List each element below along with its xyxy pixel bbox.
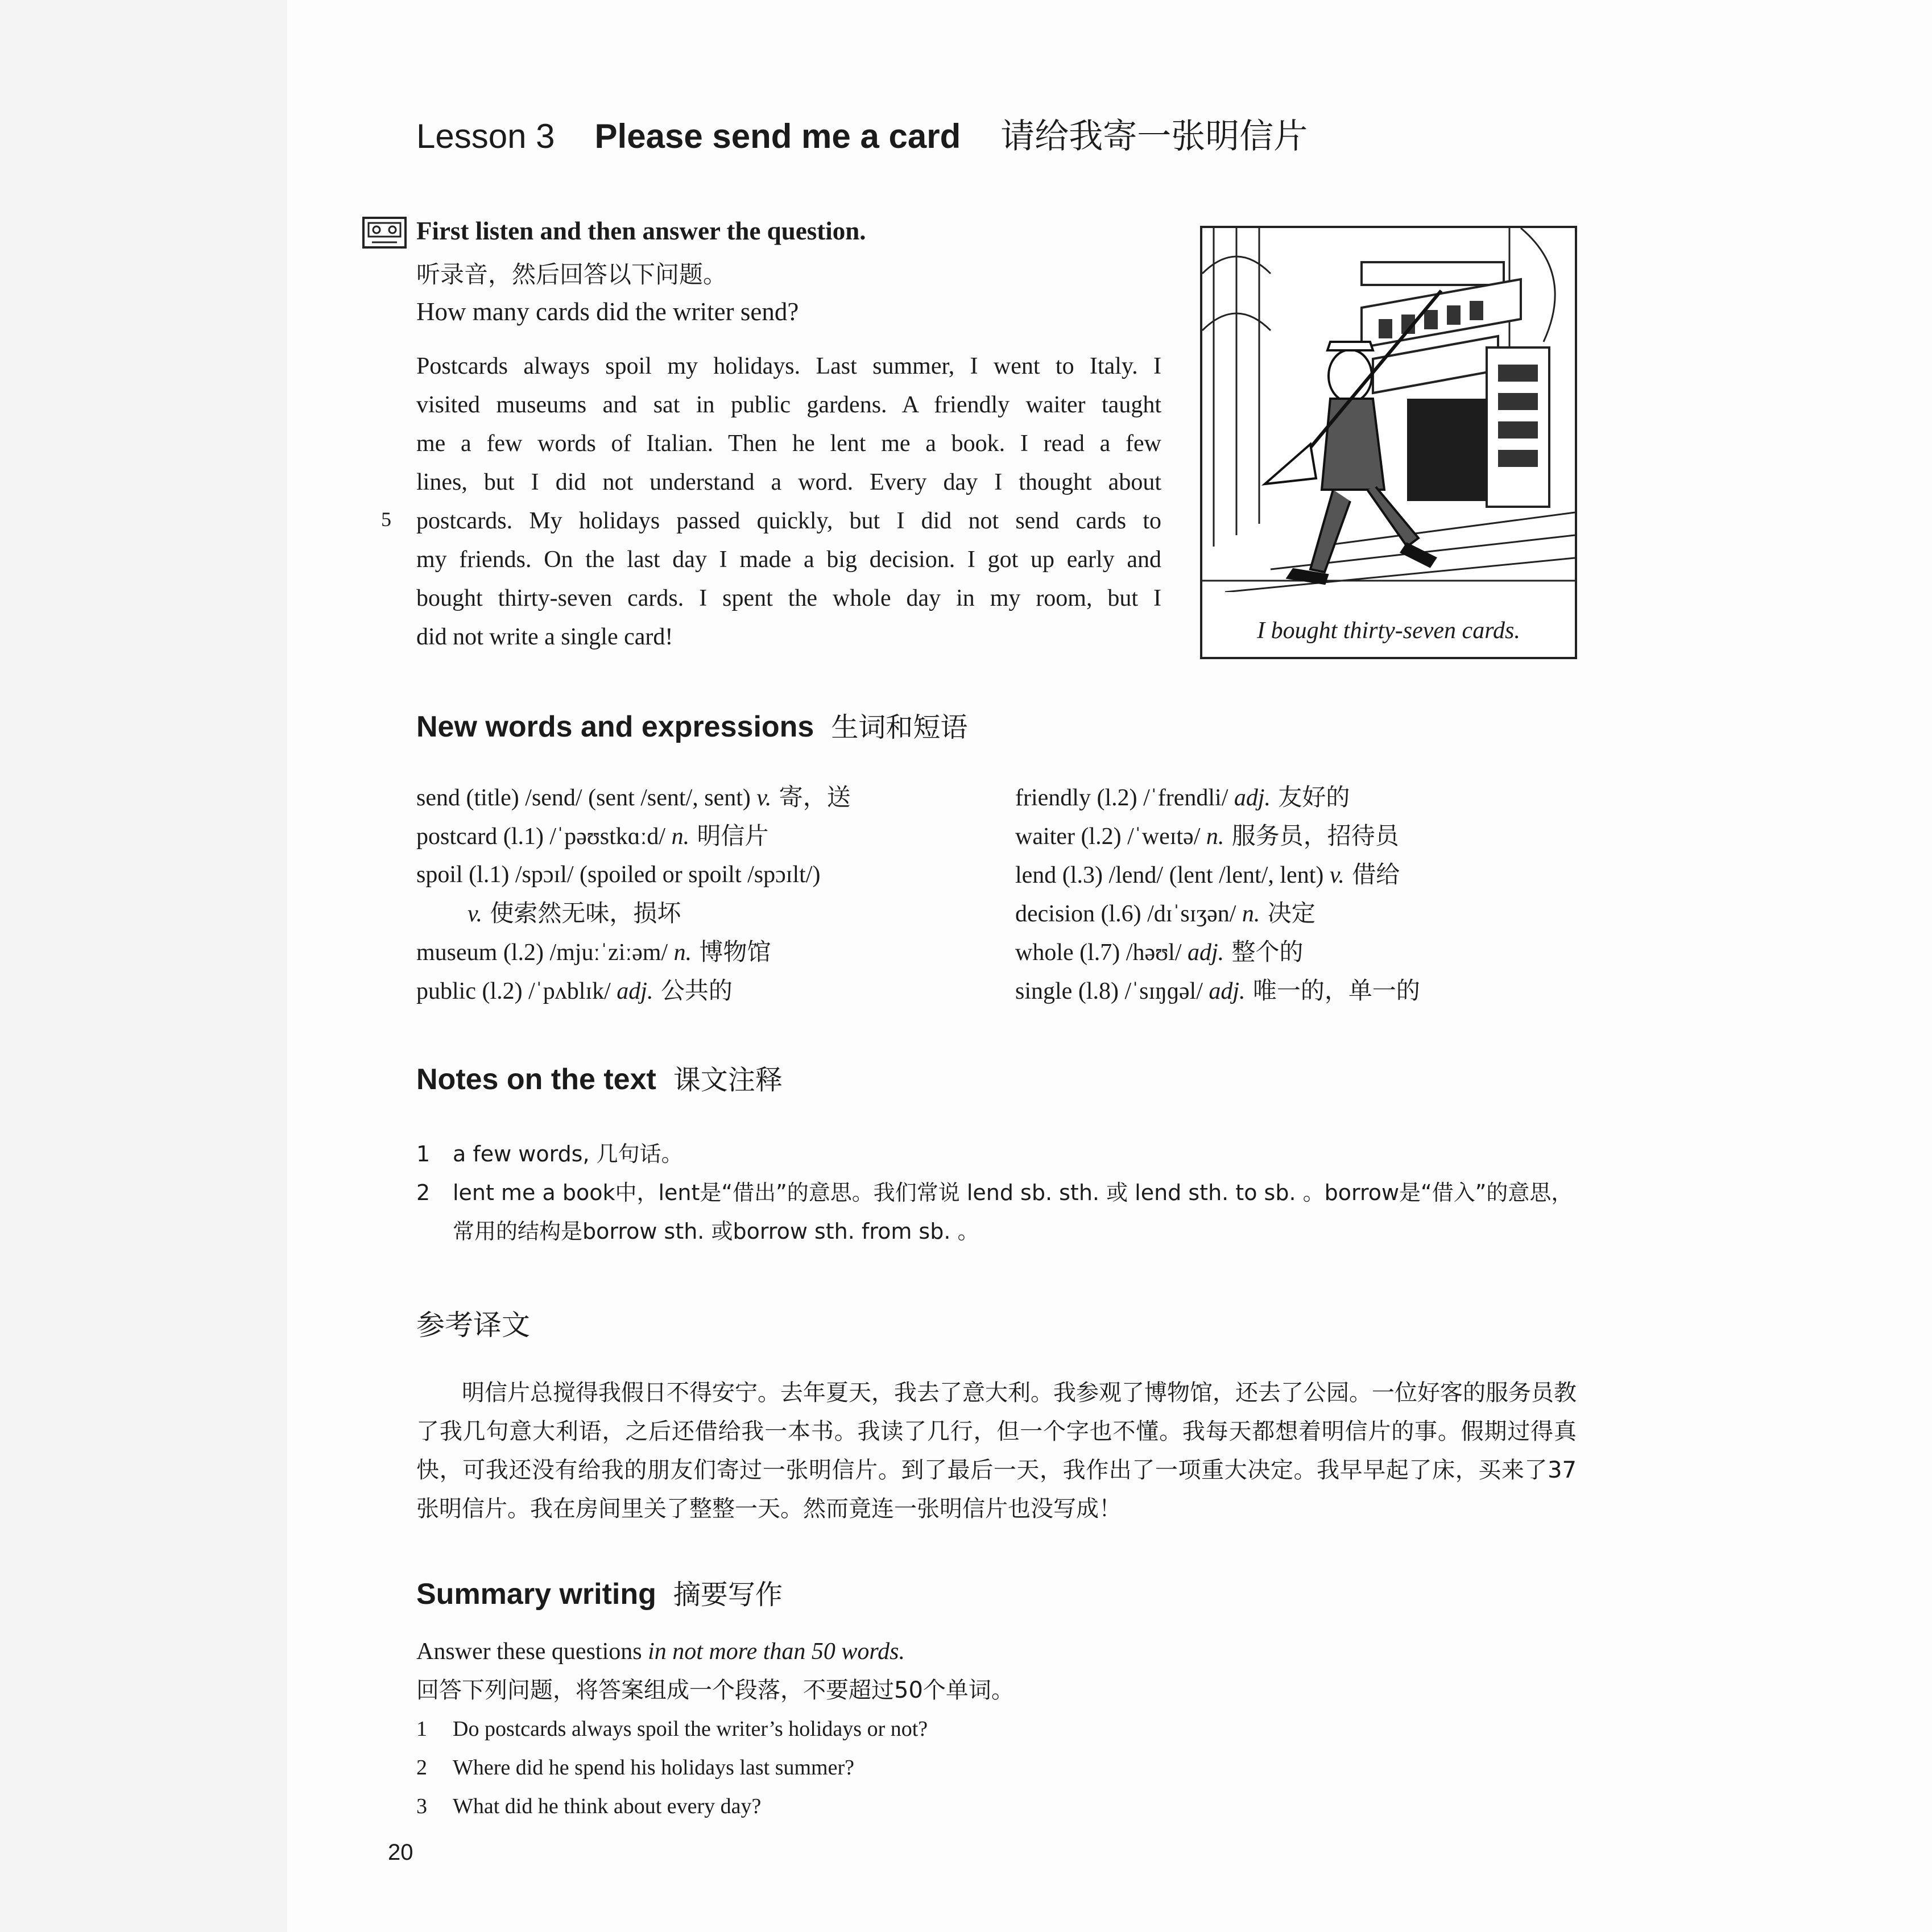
vocab-meaning: 借给 <box>1344 860 1400 888</box>
vocab-meaning: 博物馆 <box>692 938 771 966</box>
summary-heading-zh: 摘要写作 <box>673 1579 783 1611</box>
vocab-pos: n. <box>1206 824 1224 850</box>
lesson-number: Lesson 3 <box>416 117 555 155</box>
illustration-caption: I bought thirty-seven cards. <box>1257 618 1520 644</box>
notes-heading-en: Notes on the text <box>416 1063 656 1096</box>
vocab-meaning: 唯一的，单一的 <box>1245 977 1420 1004</box>
cartoon-drawing <box>1202 228 1575 657</box>
summary-question <box>416 1748 1014 1787</box>
summary-question <box>416 1787 1014 1826</box>
question-number: 2 <box>416 1756 427 1780</box>
question-number: 1 <box>416 1717 427 1741</box>
vocab-meaning: 决定 <box>1260 899 1315 927</box>
vocab-entry <box>1015 894 1420 933</box>
vocab-meaning: 明信片 <box>689 822 769 850</box>
summary-instruction-plain: Answer these questions <box>416 1639 648 1665</box>
translation-heading: 参考译文 <box>416 1309 530 1342</box>
passage-line: postcards. My holidays passed quickly, but I did not send cards to <box>416 508 1161 534</box>
vocab-meaning: 友好的 <box>1271 783 1350 811</box>
note-item <box>416 1135 1577 1173</box>
vocab-pos: adj. <box>1209 978 1246 1004</box>
vocab-pos: n. <box>673 940 692 966</box>
vocab-word: postcard (l.1) /ˈpəʊstkɑːd/ <box>416 824 672 850</box>
page-number: 20 <box>388 1840 413 1865</box>
note-text: lent me a book中，lent是“借出”的意思。我们常说 lend sb. sth. 或 lend sth. to sb. 。borrow是“借入”的意思，常用的结构是borrow sth. 或borrow sth. from sb. 。 <box>453 1180 1573 1244</box>
intro-instruction-en: First listen and then answer the question. <box>416 217 866 245</box>
vocab-word: single (l.8) /ˈsɪŋɡəl/ <box>1015 978 1209 1004</box>
vocab-heading-en: New words and expressions <box>416 710 814 743</box>
intro-instruction-zh: 听录音，然后回答以下问题。 <box>416 260 727 288</box>
notes-heading <box>416 1058 783 1097</box>
vocab-meaning: 公共的 <box>653 977 733 1004</box>
passage <box>416 347 1161 656</box>
summary-heading <box>416 1573 783 1612</box>
vocab-heading-zh: 生词和短语 <box>831 711 968 743</box>
note-number: 1 <box>416 1141 431 1166</box>
intro-question: How many cards did the writer send? <box>416 297 799 326</box>
vocab-pos: n. <box>1242 901 1260 927</box>
notes-heading-zh: 课文注释 <box>673 1064 783 1096</box>
vocab-entry <box>1015 971 1420 1010</box>
note-item <box>416 1173 1577 1251</box>
vocab-word: museum (l.2) /mjuːˈziːəm/ <box>416 940 674 966</box>
vocab-entry <box>1015 778 1420 817</box>
translation-paragraph: 明信片总搅得我假日不得安宁。去年夏天，我去了意大利。我参观了博物馆，还去了公园。一位好客的服务员教了我几句意大利语，之后还借给我一本书。我读了几行，但一个字也不懂。我每天都想着明信片的事。假期过得真快，可我还没有给我的朋友们寄过一张明信片。到了最后一天，我作出了一项重大决定。我早早起了床，买来了37张明信片。我在房间里关了整整一天。然而竟连一张明信片也没写成！ <box>416 1380 1577 1522</box>
summary-heading-en: Summary writing <box>416 1578 656 1611</box>
lesson-title-zh: 请给我寄一张明信片 <box>1000 117 1308 156</box>
passage-line: did not write a single card! <box>416 624 673 650</box>
question-text: What did he think about every day? <box>453 1794 762 1818</box>
vocab-pos: adj. <box>1234 785 1271 811</box>
vocab-meaning: 使索然无味，损坏 <box>482 899 681 927</box>
translation-text <box>416 1374 1577 1528</box>
passage-line: my friends. On the last day I made a big decision. I got up early and <box>416 547 1161 573</box>
vocab-word: friendly (l.2) /ˈfrendli/ <box>1015 785 1234 811</box>
vocab-entry-continued <box>416 894 851 933</box>
vocab-pos: v. <box>756 785 772 811</box>
vocab-word: waiter (l.2) /ˈweɪtə/ <box>1015 824 1206 850</box>
summary-instruction-zh: 回答下列问题，将答案组成一个段落，不要超过50个单词。 <box>416 1677 1014 1703</box>
vocab-pos: adj. <box>1187 940 1224 966</box>
vocab-entry <box>416 971 851 1010</box>
vocab-meaning: 寄，送 <box>771 783 851 811</box>
summary-instruction-italic: in not more than 50 words. <box>648 1639 905 1665</box>
vocab-entry <box>416 855 851 894</box>
vocab-entry <box>1015 855 1420 894</box>
vocab-entry <box>1015 933 1420 971</box>
summary-instruction <box>416 1632 1014 1671</box>
summary-question <box>416 1710 1014 1748</box>
note-number: 2 <box>416 1180 431 1205</box>
vocab-entry <box>416 778 851 817</box>
passage-line: bought thirty-seven cards. I spent the whole day in my room, but I <box>416 585 1161 611</box>
vocab-list-left <box>416 778 851 1010</box>
passage-line: visited museums and sat in public gardens. A friendly waiter taught <box>416 392 1161 418</box>
line-number-marker: 5 <box>381 508 391 531</box>
question-text: Where did he spend his holidays last summer? <box>453 1756 855 1780</box>
question-text: Do postcards always spoil the writer’s holidays or not? <box>453 1717 928 1741</box>
vocab-word: decision (l.6) /dɪˈsɪʒən/ <box>1015 901 1242 927</box>
lesson-title-en: Please send me a card <box>594 117 961 155</box>
vocab-word: send (title) /send/ (sent /sent/, sent) <box>416 785 757 811</box>
note-text: a few words, 几句话。 <box>453 1141 683 1166</box>
summary-section <box>416 1632 1014 1826</box>
passage-line: Postcards always spoil my holidays. Last summer, I went to Italy. I <box>416 353 1161 379</box>
vocab-meaning: 服务员，招待员 <box>1224 822 1399 850</box>
vocab-pos: n. <box>671 824 690 850</box>
vocab-entry <box>1015 817 1420 855</box>
vocab-list-right <box>1015 778 1420 1010</box>
cassette-tape-icon <box>362 216 407 249</box>
vocab-word: lend (l.3) /lend/ (lent /lent/, lent) <box>1015 862 1330 888</box>
vocab-entry <box>416 817 851 855</box>
vocab-heading <box>416 705 967 744</box>
notes-list <box>416 1135 1577 1251</box>
illustration <box>1200 226 1577 659</box>
vocab-word: spoil (l.1) /spɔɪl/ (spoiled or spoilt /spɔɪlt/) <box>416 862 821 888</box>
vocab-word: public (l.2) /ˈpʌblɪk/ <box>416 978 617 1004</box>
vocab-word: whole (l.7) /həʊl/ <box>1015 940 1188 966</box>
question-number: 3 <box>416 1794 427 1818</box>
vocab-entry <box>416 933 851 971</box>
vocab-pos: adj. <box>617 978 653 1004</box>
vocab-pos: v. <box>1329 862 1344 888</box>
lesson-title <box>416 109 1308 158</box>
passage-line: lines, but I did not understand a word. Every day I thought about <box>416 469 1161 495</box>
vocab-meaning: 整个的 <box>1224 938 1304 966</box>
vocab-pos: v. <box>468 901 483 927</box>
passage-line: me a few words of Italian. Then he lent me a book. I read a few <box>416 431 1161 457</box>
